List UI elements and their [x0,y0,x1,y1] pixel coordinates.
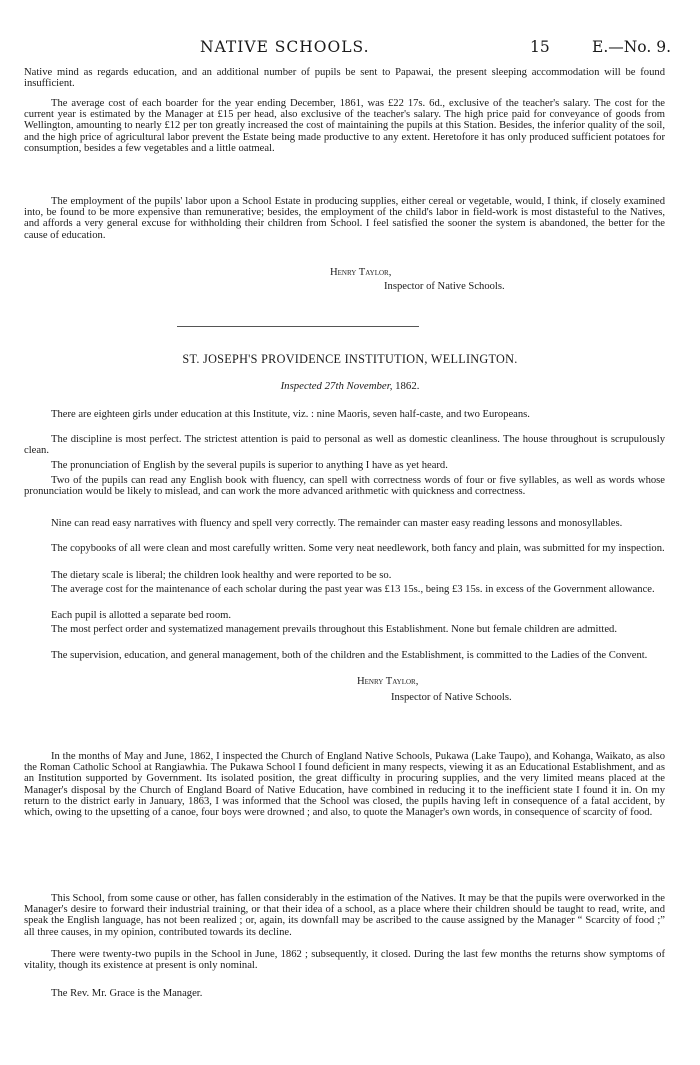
page-header [0,38,700,58]
signature-title: Inspector of Native Schools. [391,692,512,703]
paragraph: There were twenty-two pupils in the School in June, 1862 ; subsequently, it closed. During the last few months the returns show symptoms of vitality, though its existence at present is only nominal. [24,949,665,972]
paragraph: The average cost for the maintenance of each scholar during the past year was £13 15s., being £3 15s. in excess of the Government allowance. [51,584,655,595]
inspection-date-prefix: Inspected 27th November, [280,380,393,392]
paragraph: The Rev. Mr. Grace is the Manager. [51,988,203,999]
paragraph: The discipline is most perfect. The strictest attention is paid to personal as well as domestic cleanliness. The house throughout is scrupulously clean. [24,434,665,457]
paragraph: Two of the pupils can read any English book with fluency, can spell with correctness words of four or five syllables, as well as words whose pronunciation would be likely to mislead, and can work the more advanced arithmetic with quickness and correctness. [24,475,665,498]
inspection-date [0,380,700,392]
paragraph: The employment of the pupils' labor upon a School Estate in producing supplies, either cereal or vegetable, would, I think, if closely examined into, be found to be more expensive than remunerative; besides, the employment of the child's labor in field-work is most distasteful to the Natives, and affords a very general excuse for withholding their children from School. I feel satisfied the sooner the system is abandoned, the better for the cause of education. [24,196,665,241]
paragraph: In the months of May and June, 1862, I inspected the Church of England Native Schools, Pukawa (Lake Taupo), and Kohanga, Waikato, as also the Roman Catholic School at Rangiawhia. The Pukawa School I found deficient in many respects, viewing it as an Educational Establishment, and as an Institution supported by Government. Its isolated position, the great difficulty in procuring supplies, and the very limited means placed at the Manager's disposal by the Church of England Board of Native Education, have combined in reducing it to the inefficient state I found it in. On my return to the district early in January, 1863, I was informed that the School was closed, the pupils having left in consequence of a fatal accident, by which, owing to the upsetting of a canoe, four boys were drowned ; and also, to quote the Manager's own words, in consequence of scarcity of food. [24,751,665,819]
section-heading: ST. JOSEPH'S PROVIDENCE INSTITUTION, WELLINGTON. [182,352,518,366]
paragraph: There are eighteen girls under education at this Institute, viz. : nine Maoris, seven half-caste, and two Europeans. [51,409,530,420]
paragraph: The pronunciation of English by the several pupils is superior to anything I have as yet heard. [51,460,448,471]
page-number: 15 [530,38,550,56]
paragraph: Nine can read easy narratives with fluency and spell very correctly. The remainder can master easy reading lessons and monosyllables. [51,518,623,529]
signature-title: Inspector of Native Schools. [384,281,505,292]
document-reference: E.—No. 9. [592,38,672,56]
section-divider [177,326,419,327]
paragraph: The supervision, education, and general management, both of the children and the Establishment, is committed to the Ladies of the Convent. [51,650,648,661]
inspection-date-year: 1862. [395,380,420,392]
paragraph: This School, from some cause or other, has fallen considerably in the estimation of the Natives. It may be that the pupils were overworked in the Manager's desire to forward their industrial training, or that their idea of a school, as a place where their children should be taught to read, write, and speak the English language, has not been realized ; or, again, its downfall may be ascribed to the cause assigned by the Manager “ Scarcity of food ;” all three causes, in my opinion, contributed towards its decline. [24,893,665,938]
signature-name: Henry Taylor, [330,267,392,278]
signature-name: Henry Taylor, [357,676,419,687]
paragraph: Native mind as regards education, and an additional number of pupils be sent to Papawai, the present sleeping accommodation will be found insufficient. [24,67,665,90]
paragraph: The most perfect order and systematized management prevails throughout this Establishment. None but female children are admitted. [51,624,618,635]
paragraph: The dietary scale is liberal; the children look healthy and were reported to be so. [51,570,392,581]
paragraph: Each pupil is allotted a separate bed room. [51,610,232,621]
paragraph: The copybooks of all were clean and most carefully written. Some very neat needlework, both fancy and plain, was submitted for my inspection. [51,543,665,554]
running-title: NATIVE SCHOOLS. [200,38,370,56]
paragraph: The average cost of each boarder for the year ending December, 1861, was £22 17s. 6d., exclusive of the teacher's salary. The cost for the current year is estimated by the Manager at £15 per head, also exclusive of the teacher's salary. The high price paid for conveyance of goods from Wellington, amounting to nearly £12 per ton greatly increased the cost of maintaining the pupils at this Station. Besides, the inferior quality of the soil, and the high price of agricultural labor prevent the Estate being made productive to any extent. Heretofore it has only produced sufficient potatoes for consumption, besides a few vegetables and a little oatmeal. [24,98,665,154]
